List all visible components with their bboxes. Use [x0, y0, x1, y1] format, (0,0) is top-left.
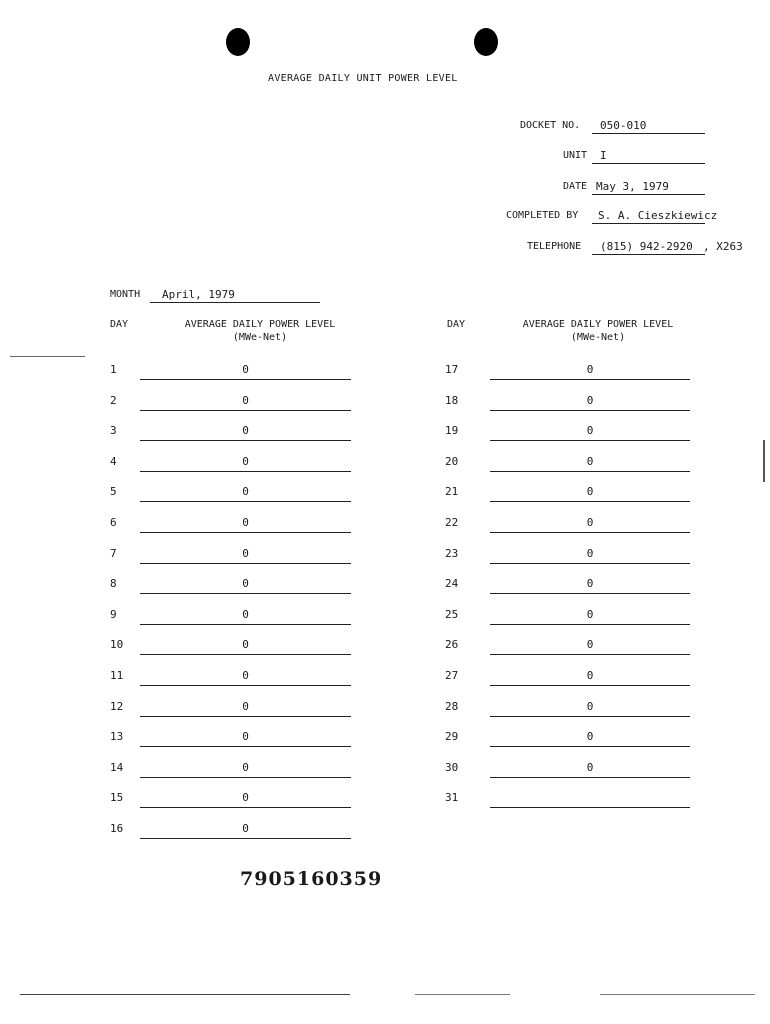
- power-level-value: 0: [586, 730, 594, 744]
- power-level-value: 0: [586, 760, 594, 774]
- docket-label: DOCKET NO.: [520, 120, 581, 131]
- table-row: [0, 363, 770, 383]
- power-level-value: 0: [586, 424, 594, 438]
- scan-mark-right-edge: [763, 440, 765, 482]
- table-row: [0, 608, 770, 628]
- completed-by-value: S. A. Cieszkiewicz: [598, 209, 718, 222]
- power-level-value: 0: [242, 760, 249, 774]
- entry-underline: [490, 440, 690, 441]
- day-number: 23: [445, 546, 459, 560]
- table-row: [0, 516, 770, 536]
- power-level-value: 0: [586, 393, 594, 407]
- day-number: 6: [110, 516, 117, 529]
- day-number: 29: [445, 730, 459, 744]
- day-number: 7: [110, 546, 117, 560]
- day-number: 12: [110, 699, 124, 713]
- entry-underline: [490, 379, 690, 380]
- punch-hole-left: [226, 28, 250, 56]
- unit-value: I: [600, 149, 607, 162]
- punch-hole-right: [474, 28, 498, 56]
- right-day-heading: DAY: [447, 319, 466, 330]
- right-level-heading: [498, 318, 698, 344]
- table-row: [0, 455, 770, 475]
- power-level-value: 0: [586, 546, 594, 560]
- power-level-value: 0: [242, 699, 249, 713]
- left-level-heading: [160, 318, 360, 344]
- entry-underline: [490, 532, 690, 533]
- entry-underline: [490, 654, 690, 655]
- day-number: 8: [110, 577, 117, 591]
- unit-underline: [592, 163, 705, 164]
- docket-value: 050-010: [600, 119, 647, 132]
- scan-line-bottom-mid: [415, 994, 510, 995]
- day-number: 16: [110, 822, 124, 835]
- entry-underline: [490, 746, 690, 747]
- power-level-value: 0: [586, 638, 594, 652]
- telephone-underline: [592, 254, 705, 255]
- day-number: 27: [445, 669, 459, 682]
- power-level-value: 0: [586, 516, 594, 529]
- day-number: 4: [110, 454, 117, 468]
- power-level-value: 0: [586, 669, 594, 682]
- scan-line-bottom-left: [20, 994, 350, 995]
- day-number: 25: [445, 607, 459, 621]
- day-number: 1: [110, 363, 117, 376]
- right-unit-heading: (MWe-Net): [570, 332, 626, 343]
- entry-underline: [490, 716, 690, 717]
- power-level-value: 0: [586, 699, 594, 713]
- table-row: [0, 700, 770, 720]
- left-unit-heading: (MWe-Net): [232, 332, 288, 343]
- telephone-extension: , X263: [703, 240, 743, 253]
- month-value: April, 1979: [162, 288, 235, 301]
- power-level-value: 0: [242, 607, 249, 621]
- power-level-value: 0: [586, 363, 594, 376]
- day-number: 15: [110, 791, 124, 805]
- day-number: 5: [110, 485, 117, 499]
- day-number: 2: [110, 393, 117, 407]
- date-label: DATE: [563, 181, 588, 192]
- power-level-value: 0: [242, 577, 249, 591]
- table-row: [0, 394, 770, 414]
- day-number: 18: [445, 393, 459, 407]
- power-level-value: 0: [586, 485, 594, 499]
- day-number: 19: [445, 424, 459, 438]
- table-row: [0, 638, 770, 658]
- entry-underline: [490, 410, 690, 411]
- table-row: [0, 669, 770, 689]
- table-row: [0, 761, 770, 781]
- day-number: 20: [445, 454, 459, 468]
- day-number: 28: [445, 699, 459, 713]
- scan-line-left-margin: [10, 356, 85, 357]
- table-row: [0, 822, 770, 842]
- page-title: AVERAGE DAILY UNIT POWER LEVEL: [268, 73, 458, 84]
- day-number: 26: [445, 638, 459, 652]
- power-level-value: 0: [586, 454, 594, 468]
- left-day-heading: DAY: [110, 319, 129, 330]
- entry-underline: [490, 624, 690, 625]
- power-level-value: 0: [242, 424, 249, 438]
- power-level-value: 0: [242, 730, 249, 744]
- entry-underline: [490, 807, 690, 808]
- left-level-heading-text: AVERAGE DAILY POWER LEVEL: [184, 319, 336, 330]
- day-number: 22: [445, 516, 459, 529]
- power-level-value: 0: [242, 546, 249, 560]
- entry-underline: [490, 563, 690, 564]
- power-level-value: 0: [242, 669, 249, 682]
- right-level-heading-text: AVERAGE DAILY POWER LEVEL: [522, 319, 674, 330]
- day-number: 10: [110, 638, 124, 652]
- power-level-value: 0: [586, 577, 594, 591]
- day-number: 21: [445, 485, 459, 499]
- completed-by-underline: [592, 223, 705, 224]
- table-row: [0, 791, 770, 811]
- power-level-value: 0: [242, 363, 249, 376]
- day-number: 31: [445, 791, 459, 805]
- table-row: [0, 547, 770, 567]
- scan-line-bottom-right: [600, 994, 755, 995]
- power-level-value: 0: [242, 638, 249, 652]
- day-number: 13: [110, 730, 124, 744]
- entry-underline: [490, 685, 690, 686]
- completed-by-label: COMPLETED BY: [506, 210, 579, 221]
- day-number: 11: [110, 669, 124, 682]
- docket-underline: [592, 133, 705, 134]
- document-stamp-number: 7905160359: [240, 868, 383, 890]
- telephone-label: TELEPHONE: [527, 241, 582, 252]
- table-row: [0, 424, 770, 444]
- unit-label: UNIT: [563, 150, 588, 161]
- telephone-value: (815) 942-2920: [600, 240, 693, 253]
- power-level-value: 0: [242, 822, 249, 835]
- month-label: MONTH: [110, 289, 141, 300]
- day-number: 9: [110, 607, 117, 621]
- power-level-value: 0: [242, 485, 249, 499]
- table-row: [0, 577, 770, 597]
- month-underline: [150, 302, 320, 303]
- entry-underline: [490, 777, 690, 778]
- power-level-value: 0: [242, 791, 249, 805]
- power-level-value: 0: [242, 393, 249, 407]
- day-number: 14: [110, 760, 124, 774]
- table-row: [0, 485, 770, 505]
- power-level-value: 0: [586, 607, 594, 621]
- entry-underline: [490, 501, 690, 502]
- power-level-value: 0: [242, 516, 249, 529]
- table-row: [0, 730, 770, 750]
- power-level-value: 0: [242, 454, 249, 468]
- date-value: May 3, 1979: [596, 180, 669, 193]
- day-number: 30: [445, 760, 459, 774]
- day-number: 3: [110, 424, 117, 438]
- date-underline: [592, 194, 705, 195]
- entry-underline: [490, 471, 690, 472]
- entry-underline: [140, 838, 351, 839]
- day-number: 24: [445, 577, 459, 591]
- day-number: 17: [445, 363, 459, 376]
- entry-underline: [490, 593, 690, 594]
